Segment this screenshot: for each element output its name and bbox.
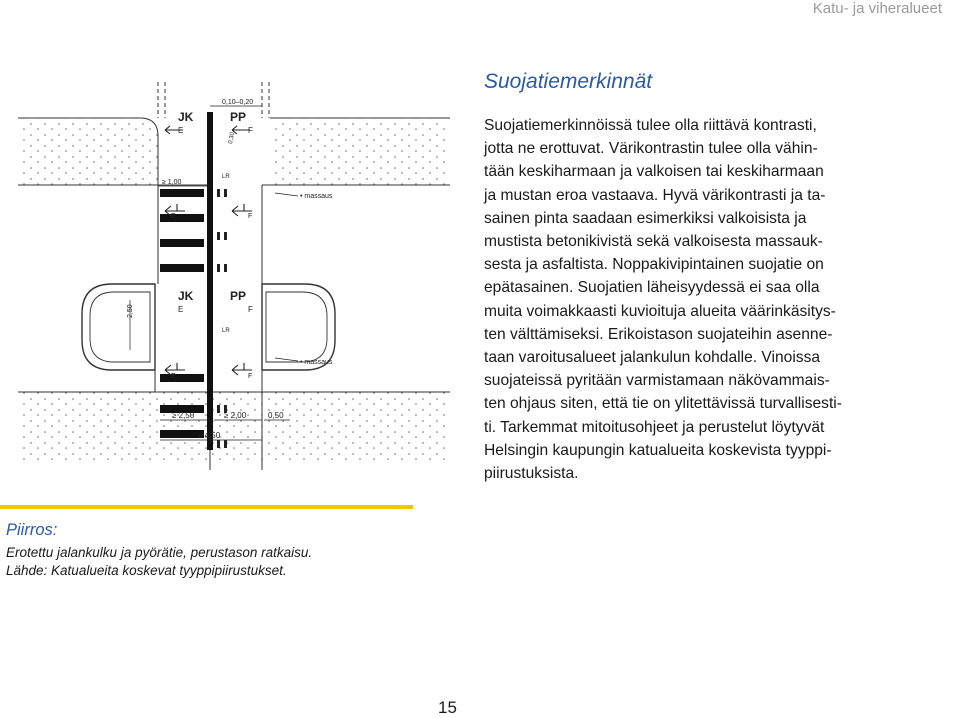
body-line: tään keskiharmaan ja valkoisen tai keskiharmaan [484,163,824,181]
caption-divider [0,505,413,509]
label-f-island: F [248,305,253,314]
dim-c: 0,50 [268,411,284,420]
bottom-sidewalk [18,392,450,462]
dim-total: ≥ 4,50 [198,431,221,440]
body-line: taan varoitusalueet jalankulun kohdalle. Vinoissa [484,349,821,367]
dim-a: ≥ 2,50 [172,411,195,420]
label-e-top: E [178,126,184,135]
body-line: suojateissä pyritään varmistamaan näkövammais- [484,372,830,390]
label-massaus-island: • massaus [300,359,333,366]
label-lr-top: LR [222,174,230,180]
caption-description: Erotettu jalankulku ja pyörätie, perustason ratkaisu. [6,545,313,560]
body-line: muita voimakkaasti kuvioituja alueita väärinkäsitys- [484,302,836,320]
caption-heading: Piirros: [6,521,58,539]
body-line: Helsingin kaupungin katualueita koskevista tyyppi- [484,441,832,459]
label-lr-island: LR [222,328,230,334]
body-line: mustista betonikivistä sekä valkoisesta massauk- [484,233,823,251]
label-f-top: F [248,126,253,135]
traffic-island-left [82,284,155,370]
traffic-island-right [262,284,335,370]
body-line: ten ohjaus siten, että tie on ylitettävissä turvallisesti- [484,395,842,413]
label-massaus-top: • massaus [300,193,333,200]
body-line: Suojatiemerkinnöissä tulee olla riittävä kontrasti, [484,117,817,134]
label-jk-island: JK [178,289,194,303]
body-line: ja mustan eroa vastaava. Hyvä värikontrasti ja ta- [484,186,826,204]
body-line: sainen pinta saadaan esimerkiksi valkoisista ja [484,209,807,227]
body-line: ti. Tarkemmat mitoitusohjeet ja perustelut löytyvät [484,418,825,436]
dim-side: 2,50 [127,304,134,318]
dim-b: ≥ 2,00 [224,411,247,420]
label-pp-top: PP [230,110,247,124]
article-title: Suojatiemerkinnät [484,70,653,93]
body-line: epätasainen. Suojatien läheisyydessä ei saa olla [484,279,820,297]
page-number: 15 [438,698,457,717]
article-body [484,114,894,485]
label-jk-top: JK [178,110,194,124]
pedestrian-cycle-divider [207,112,213,450]
crosswalk-diagram [0,0,470,470]
dim-top: 0,10–0,20 [222,99,254,106]
body-line: ten välttämiseksi. Erikoistason suojateihin asenne- [484,325,833,343]
section-header-label: Katu- ja viheralueet [812,0,942,17]
caption-source: Lähde: Katualueita koskevat tyyppipiirustukset. [6,563,287,578]
svg-text:E: E [171,373,176,380]
dim-small: 0,30 [228,131,236,145]
svg-text:F: F [248,373,253,380]
body-line: piirustuksista. [484,465,579,483]
dim-gap: ≥ 1,00 [162,179,182,186]
body-line: jotta ne erottuvat. Värikontrastin tulee olla vähin- [484,140,818,158]
body-line: sesta ja asfaltista. Noppakivipintainen suojatie on [484,256,824,274]
svg-text:E: E [171,213,176,220]
label-pp-island: PP [230,289,247,303]
label-e-island: E [178,305,184,314]
svg-text:F: F [248,213,253,220]
